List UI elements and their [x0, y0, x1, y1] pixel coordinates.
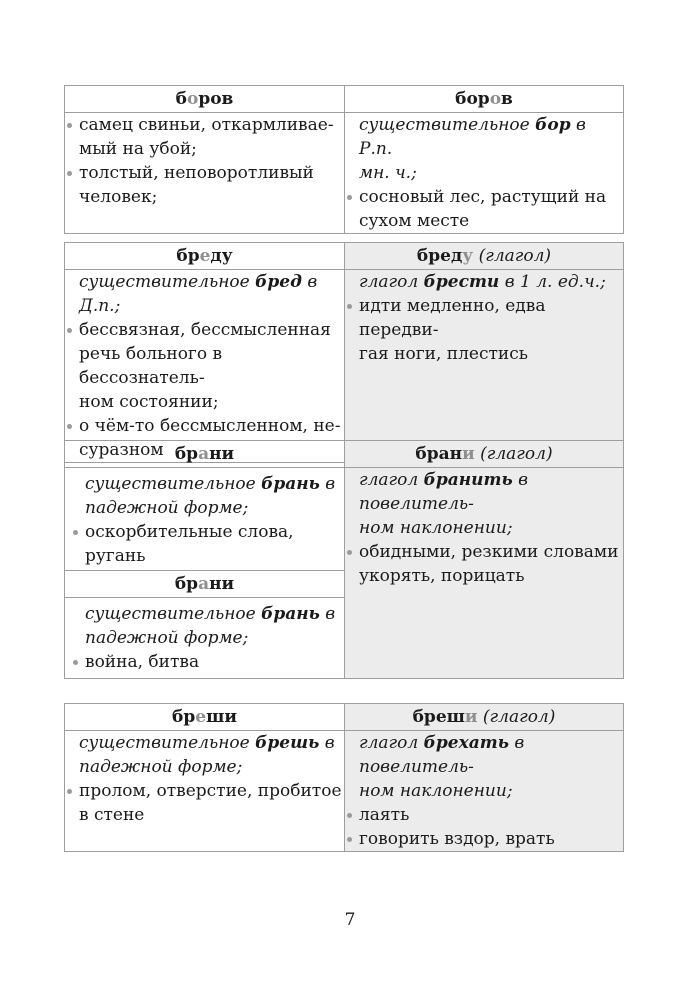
definition-line: человек; [79, 187, 158, 207]
grammar-note: глагол бранить в повелитель- [359, 470, 529, 514]
headword-cell: брани (глагол) [345, 441, 624, 468]
page-number: 7 [344, 910, 356, 930]
headword-cell: боров [345, 86, 624, 113]
definition-bullet: лаять [345, 803, 623, 827]
definition-line: сухом месте [359, 211, 470, 231]
headword-cell: бреши [65, 704, 345, 731]
grammar-note: падежной форме; [79, 757, 243, 777]
headword-cell: бреду (глагол) [345, 243, 624, 270]
definition-bullet: сосновый лес, растущий на [345, 185, 623, 209]
headword-cell: брани [65, 570, 344, 598]
definition-bullet: оскорбительные слова, ругань [71, 520, 338, 568]
definition-cell [65, 468, 345, 679]
definition-bullet: идти медленно, едва передви- [345, 294, 623, 342]
grammar-note: глагол брести в 1 л. ед.ч.; [359, 272, 606, 292]
definition-cell [345, 270, 624, 463]
definition-bullet: говорить вздор, врать [345, 827, 623, 851]
definition-line: в стене [79, 805, 145, 825]
definition-cell [345, 731, 624, 852]
grammar-note: существительное брешь в [79, 733, 335, 753]
definition-line: ном состоянии; [79, 392, 219, 412]
headword-cell: брани [65, 441, 345, 468]
definition-cell [345, 468, 624, 679]
grammar-note: падежной форме; [85, 628, 249, 648]
definition-cell [65, 731, 345, 852]
definition-bullet: обидными, резкими словами [345, 540, 623, 564]
definition-bullet: пролом, отверстие, пробитое [65, 779, 344, 803]
definition-line: суразном [79, 440, 164, 460]
entry-table-borov [64, 85, 624, 234]
grammar-note: ном наклонении; [359, 781, 513, 801]
definition-cell [345, 113, 624, 234]
grammar-note: существительное бред в Д.п.; [79, 272, 318, 316]
grammar-note: существительное брань в [85, 474, 336, 494]
definition-line: речь больного в бессознатель- [79, 344, 223, 388]
entry-table-breshi [64, 703, 624, 852]
definition-cell [65, 270, 345, 463]
grammar-note: мн. ч.; [359, 163, 417, 183]
grammar-note: существительное бор в Р.п. [359, 115, 586, 159]
definition-bullet: война, битва [71, 650, 338, 674]
definition-bullet: о чём-то бессмысленном, не- [65, 414, 344, 438]
headword-cell: бреду [65, 243, 345, 270]
definition-cell [65, 113, 345, 234]
grammar-note: падежной форме; [85, 498, 249, 518]
headword-cell: бреши (глагол) [345, 704, 624, 731]
definition-line: гая ноги, плестись [359, 344, 529, 364]
definition-line: укорять, порицать [359, 566, 525, 586]
grammar-note: существительное брань в [85, 604, 336, 624]
definition-bullet: толстый, неповоротливый [65, 161, 344, 185]
definition-line: мый на убой; [79, 139, 197, 159]
grammar-note: ном наклонении; [359, 518, 513, 538]
entry-table-brani [64, 440, 624, 679]
headword-cell: боров [65, 86, 345, 113]
entry-table-bredu [64, 242, 624, 463]
definition-bullet: самец свиньи, откармливае- [65, 113, 344, 137]
grammar-note: глагол брехать в повелитель- [359, 733, 525, 777]
definition-bullet: бессвязная, бессмысленная [65, 318, 344, 342]
